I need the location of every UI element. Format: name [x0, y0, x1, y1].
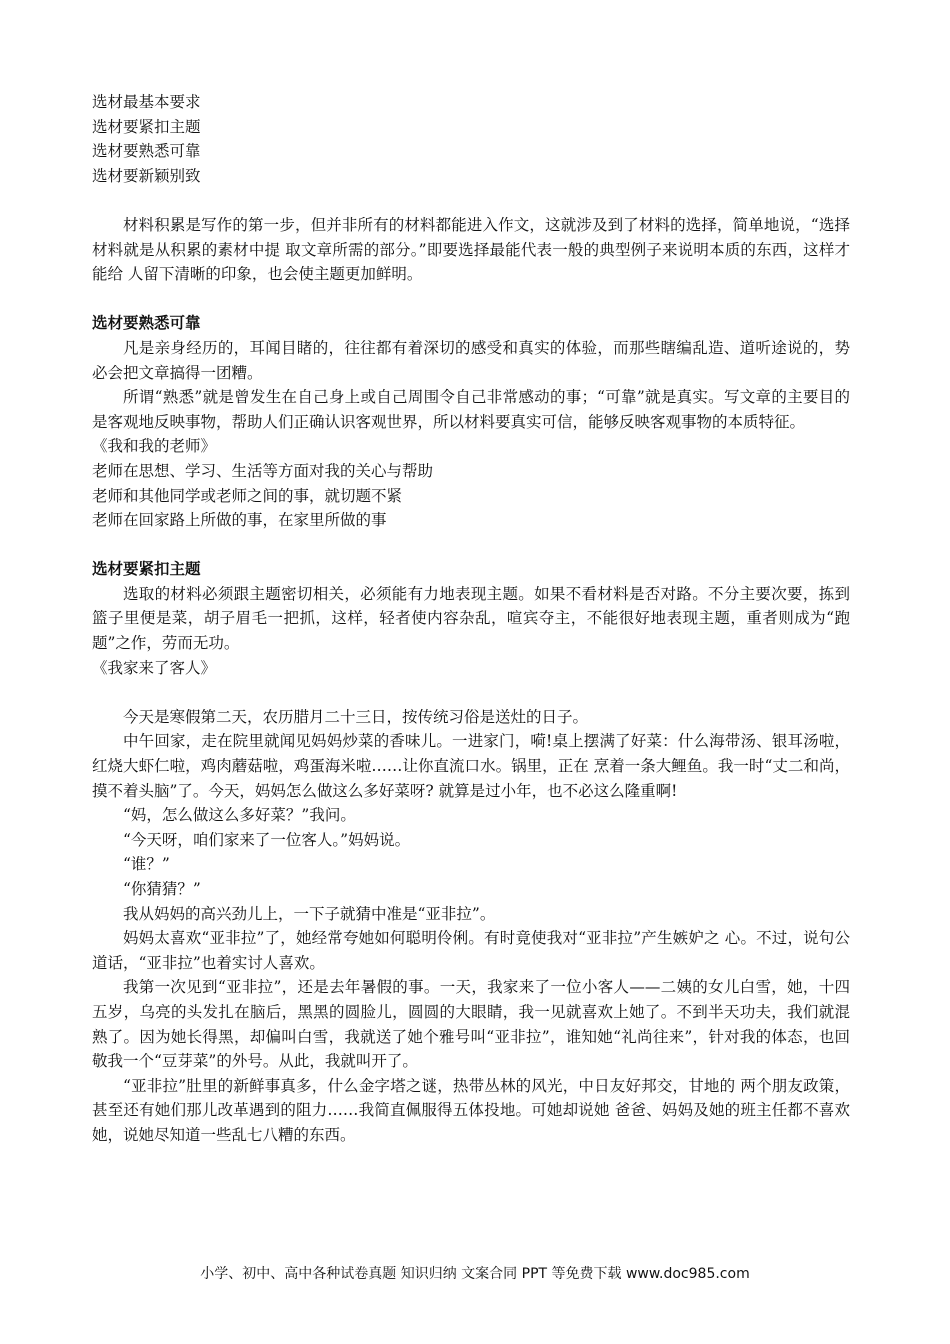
- story-paragraph: “亚非拉”肚里的新鲜事真多，什么金字塔之谜，热带丛林的风光，中日友好邦交，甘地的 两个朋友政策，甚至还有她们那儿改革遇到的阻力……我简直佩服得五体投地。可她却说她 爸爸、妈妈及她的班主任都不喜欢她，说她尽知道一些乱七八糟的东西。: [92, 1076, 850, 1144]
- page-footer: 小学、初中、高中各种试卷真题 知识归纳 文案合同 PPT 等免费下载 www.doc985.com: [200, 1266, 750, 1282]
- section-heading-familiar: 选材要熟悉可靠: [92, 314, 201, 333]
- story-paragraph: “今天呀，咱们家来了一位客人。”妈妈说。: [123, 830, 411, 849]
- outline-list: [92, 90, 850, 188]
- story-paragraph: 今天是寒假第二天，农历腊月二十三日，按传统习俗是送灶的日子。: [123, 707, 589, 726]
- example-title: 《我家来了客人》: [92, 658, 217, 677]
- story-paragraph: 妈妈太喜欢“亚非拉”了，她经常夸她如何聪明伶俐。有时竟使我对“亚非拉”产生嫉妒之 心。不过，说句公道话，“亚非拉”也着实讨人喜欢。: [92, 929, 850, 972]
- outline-item: 选材最基本要求: [92, 93, 201, 111]
- story-paragraph: 中午回家，走在院里就闻见妈妈炒菜的香味儿。一进家门，嗬!桌上摆满了好菜：什么海带汤、银耳汤啦，红烧大虾仁啦，鸡肉蘑菇啦，鸡蛋海米啦……让你直流口水。锅里，正在 烹着一条大鲤鱼。我一时“丈二和尚，摸不着头脑”了。今天，妈妈怎么做这么多好菜呀? 就算是过小年，也不必这么隆重啊!: [92, 732, 850, 800]
- story-paragraph: “你猜猜？”: [123, 880, 201, 898]
- example-line: 老师和其他同学或老师之间的事，就切题不紧: [92, 486, 403, 505]
- paragraph: 选取的材料必须跟主题密切相关，必须能有力地表现主题。如果不看材料是否对路。不分主要次要，拣到篮子里便是菜，胡子眉毛一把抓，这样，轻者使内容杂乱，喧宾夺主，不能很好地表现主题，重者则成为“跑题”之作，劳而无功。: [92, 584, 850, 653]
- outline-item: 选材要紧扣主题: [92, 117, 201, 136]
- story-paragraph: 我第一次见到“亚非拉”，还是去年暑假的事。一天，我家来了一位小客人——二姨的女儿白雪，她，十四五岁，乌亮的头发扎在脑后，黑黑的圆脸儿，圆圆的大眼睛，我一见就喜欢上她了。不到半天功夫，我们就混熟了。因为她长得黑，却偏叫白雪，我就送了她个雅号叫“亚非拉”，谁知她“礼尚往来”，针对我的体态，也回敬我一个“豆芽菜”的外号。从此，我就叫开了。: [92, 978, 850, 1071]
- example-line: 老师在思想、学习、生活等方面对我的关心与帮助: [92, 461, 434, 480]
- example-line: 老师在回家路上所做的事，在家里所做的事: [92, 511, 387, 530]
- story-paragraph: 我从妈妈的高兴劲儿上，一下子就猜中准是“亚非拉”。: [123, 904, 496, 923]
- paragraph: 凡是亲身经历的，耳闻目睹的，往往都有着深切的感受和真实的体验，而那些瞎编乱造、道听途说的，势必会把文章搞得一团糟。: [92, 338, 850, 382]
- paragraph: 所谓“熟悉”就是曾发生在自己身上或自己周围令自己非常感动的事；“可靠”就是真实。写文章的主要目的是客观地反映事物，帮助人们正确认识客观世界，所以材料要真实可信，能够反映客观事物的本质特征。: [92, 388, 850, 431]
- outline-item: 选材要新颖别致: [92, 166, 201, 185]
- document-body: [92, 90, 850, 1148]
- story-paragraph: “谁？”: [123, 855, 170, 874]
- story-paragraph: “妈，怎么做这么多好菜？”我问。: [123, 806, 356, 825]
- section-heading-theme: 选材要紧扣主题: [92, 560, 201, 579]
- story-text: [92, 705, 850, 1148]
- outline-item: 选材要熟悉可靠: [92, 142, 201, 161]
- intro-paragraph: 材料积累是写作的第一步，但并非所有的材料都能进入作文，这就涉及到了材料的选择，简单地说，“选择材料就是从积累的素材中提 取文章所需的部分。”即要选择最能代表一般的典型例子来说明本质的东西，这样才能给 人留下清晰的印象，也会使主题更加鲜明。: [92, 215, 850, 284]
- example-title: 《我和我的老师》: [92, 437, 217, 456]
